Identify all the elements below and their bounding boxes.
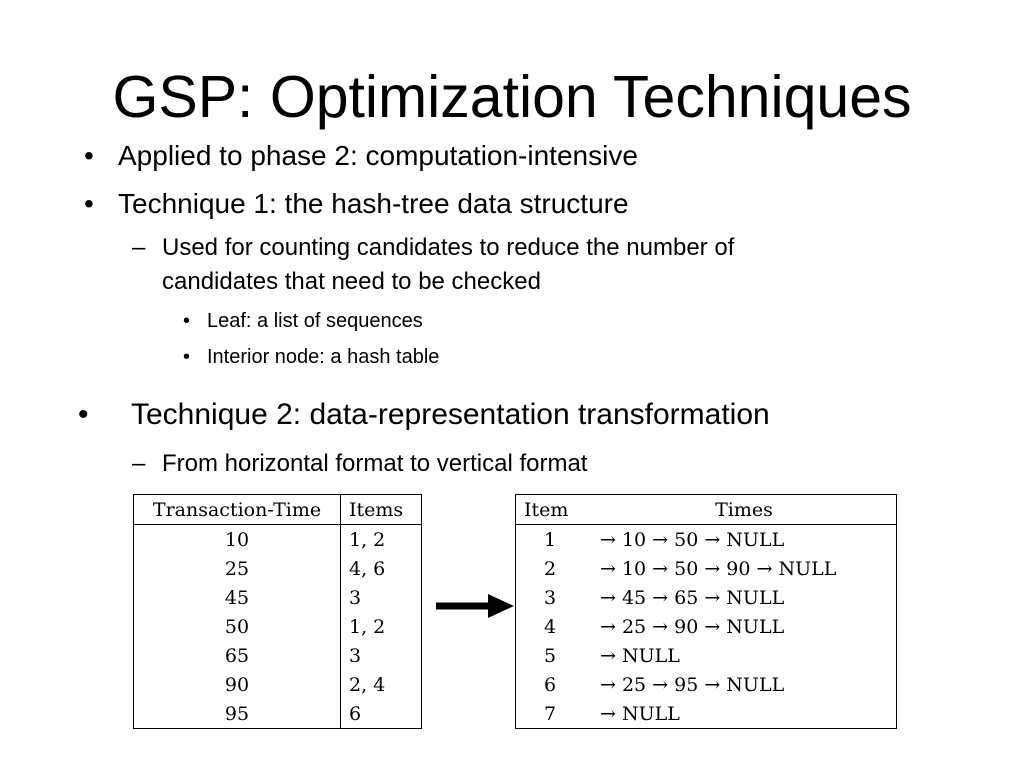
time-cell: 50 [134, 612, 341, 641]
time-cell: 90 [134, 670, 341, 699]
column-header: Item [516, 495, 593, 525]
bullet-text: Applied to phase 2: computation-intensive [118, 140, 638, 171]
times-cell: → 45 → 65 → NULL [600, 586, 785, 609]
table-row [134, 554, 422, 583]
table-row [516, 699, 897, 729]
table-row [516, 554, 897, 583]
times-cell: → 25 → 95 → NULL [600, 673, 785, 696]
table-row [516, 583, 897, 612]
items-cell: 1, 2 [349, 528, 386, 551]
table-row [134, 670, 422, 699]
item-cell: 3 [544, 586, 557, 609]
times-cell: → 10 → 50 → 90 → NULL [600, 557, 837, 580]
sub-sub-bullet-text: Leaf: a list of sequences [207, 310, 423, 332]
table-row [134, 612, 422, 641]
table-row [516, 641, 897, 670]
horizontal-format-table [133, 494, 422, 729]
item-cell: 7 [544, 702, 557, 725]
dash-mark: – [132, 234, 146, 261]
items-cell: 4, 6 [349, 557, 386, 580]
sub-sub-bullet-text: Interior node: a hash table [207, 346, 440, 368]
items-cell: 3 [349, 644, 362, 667]
bullet-text: Technique 2: data-representation transformation [131, 398, 770, 431]
table-row [516, 670, 897, 699]
table-header-row [516, 495, 897, 525]
item-cell: 4 [544, 615, 557, 638]
times-cell: → NULL [600, 702, 680, 725]
dash-mark: – [132, 450, 146, 477]
items-cell: 1, 2 [349, 615, 386, 638]
column-header: Times [592, 495, 897, 525]
items-cell: 2, 4 [349, 673, 386, 696]
times-cell: → 25 → 90 → NULL [600, 615, 785, 638]
table-row [134, 525, 422, 555]
bullet-mark: • [84, 140, 94, 171]
column-header: Transaction-Time [134, 495, 341, 525]
bullet-mark: • [78, 398, 89, 431]
item-cell: 1 [544, 528, 557, 551]
column-header: Items [341, 495, 422, 525]
table-row [516, 612, 897, 641]
sub-bullet-line-1: Used for counting candidates to reduce the number of [162, 234, 735, 261]
time-cell: 25 [134, 554, 341, 583]
time-cell: 45 [134, 583, 341, 612]
table-row [516, 525, 897, 555]
table-row [134, 641, 422, 670]
bullet-mark: • [183, 310, 191, 332]
bullet-text: Technique 1: the hash-tree data structure [118, 188, 629, 219]
vertical-format-table [515, 494, 897, 729]
bullet-mark: • [183, 346, 191, 368]
table-row [134, 583, 422, 612]
time-cell: 95 [134, 699, 341, 729]
table-header-row [134, 495, 422, 525]
times-cell: → 10 → 50 → NULL [600, 528, 785, 551]
bullet-mark: • [84, 188, 94, 219]
right-arrow-icon [436, 594, 514, 618]
time-cell: 65 [134, 641, 341, 670]
table-row [134, 699, 422, 729]
slide-title: GSP: Optimization Techniques [112, 64, 912, 130]
item-cell: 5 [544, 644, 557, 667]
items-cell: 3 [349, 586, 362, 609]
time-cell: 10 [134, 525, 341, 555]
item-cell: 6 [544, 673, 557, 696]
sub-bullet-text: From horizontal format to vertical format [162, 450, 588, 477]
items-cell: 6 [349, 702, 362, 725]
item-cell: 2 [544, 557, 557, 580]
sub-bullet-line-2: candidates that need to be checked [162, 268, 541, 295]
times-cell: → NULL [600, 644, 680, 667]
